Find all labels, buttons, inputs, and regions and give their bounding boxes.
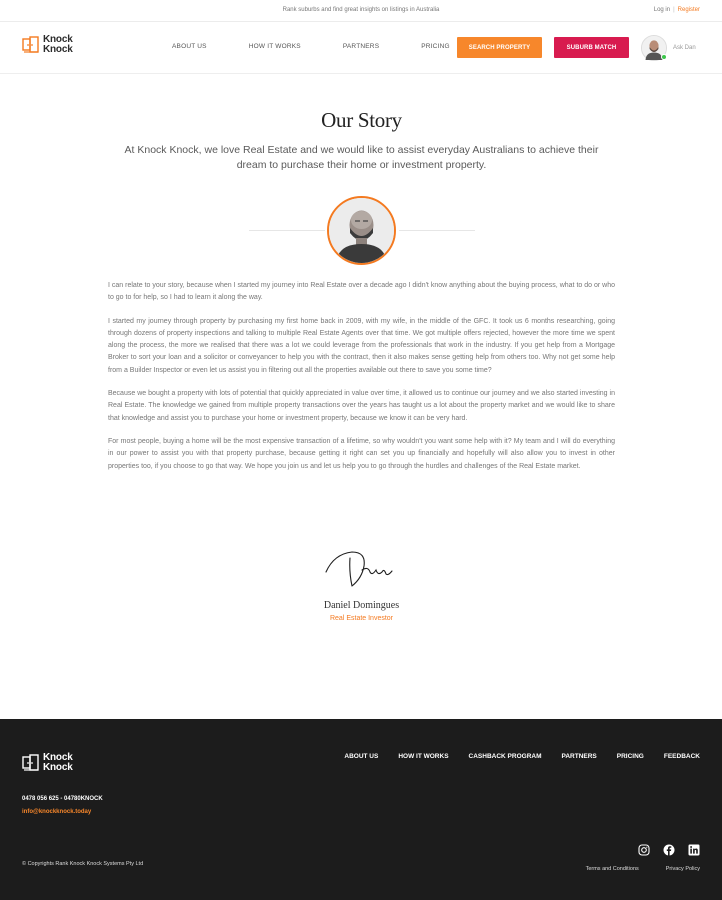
- story-paragraph: I started my journey through property by purchasing my first home back in 2009, with my wife, in the middle of the GFC. It took us 6 months researching, going through dozens of property inspections and talking to multiple Real Estate Agents over that time. We got multiple offers rejected, however the more time we spent along the process, the more we realised that there was a lot we could leverage from the professionals that work in the industry. If you get help from a Mortgage Broker to sort your loan and a solicitor or conveyancer to help you with the contract, then it also makes sense getting help from others too. Why not get some help from a Builder Inspector or even let us assist you in filtering out all the properties available out there to save you some time?: [108, 317, 615, 374]
- story-header: [108, 108, 615, 173]
- linkedin-icon[interactable]: [688, 844, 700, 856]
- signature-image: [320, 542, 400, 590]
- footer-nav-about-us[interactable]: ABOUT US: [344, 753, 379, 760]
- footer-email[interactable]: info@knockknock.today: [22, 809, 92, 815]
- founder-portrait: [327, 196, 396, 265]
- instagram-icon[interactable]: [638, 844, 650, 856]
- footer-logo-line-2: Knock: [43, 762, 73, 773]
- logo-line-2: Knock: [43, 44, 73, 55]
- signer-role: Real Estate Investor: [329, 615, 394, 622]
- footer-phone[interactable]: 0478 056 625 - 04780KNOCK: [22, 796, 103, 802]
- story-paragraph: For most people, buying a home will be the most expensive transaction of a lifetime, so why wouldn't you want some help with it? My team and I will do everything in our power to assist you with that property purchase, because getting it right can set you up financially and hopefully will also allow you to invest in other properties too, if you choose to go that way. We hope you join us and let us help you to go through the hurdles and challenges of the Real Estate market.: [108, 437, 615, 470]
- page-title: Our Story: [321, 108, 402, 132]
- footer-logo-text: [43, 753, 73, 773]
- divider-left: [249, 230, 325, 231]
- nav-about-us[interactable]: ABOUT US: [172, 43, 207, 50]
- online-status-dot: [661, 54, 667, 60]
- founder-portrait-image: [329, 198, 394, 263]
- footer-nav: [324, 753, 700, 760]
- footer-copyright: © Copyrights Rank Knock Knock Systems Pty Ltd: [22, 861, 144, 867]
- main-nav: [172, 43, 492, 50]
- footer-nav-pricing[interactable]: PRICING: [616, 753, 644, 760]
- footer-legal: [559, 866, 700, 872]
- privacy-link[interactable]: Privacy Policy: [665, 866, 700, 872]
- nav-partners[interactable]: PARTNERS: [342, 43, 380, 50]
- user-menu[interactable]: [641, 35, 696, 61]
- signer-block: [108, 600, 615, 622]
- logo[interactable]: [22, 35, 73, 55]
- logo-text: [43, 35, 73, 55]
- logo-icon: [22, 35, 40, 55]
- logo-line-1: Knock: [43, 34, 73, 45]
- footer: [0, 719, 722, 900]
- avatar[interactable]: [641, 35, 667, 61]
- social-links: [625, 844, 700, 856]
- suburb-match-button[interactable]: SUBURB MATCH: [554, 37, 629, 58]
- search-property-button[interactable]: SEARCH PROPERTY: [457, 37, 542, 58]
- auth-separator: |: [673, 7, 675, 13]
- story-paragraph: Because we bought a property with lots of potential that quickly appreciated in value over time, it allowed us to continue our journey and we also started investing in Real Estate. The knowledge we gained from multiple property transactions over the years has taught us a lot about the property market and we would like to share that knowledge and assist you to purchase your home or investment property, because we know it can be very hard.: [108, 390, 615, 422]
- tagline: Rank suburbs and find great insights on listings in Australia: [282, 7, 440, 13]
- user-name: Ask Dan: [673, 45, 696, 51]
- nav-pricing[interactable]: PRICING: [421, 43, 450, 50]
- footer-nav-partners[interactable]: PARTNERS: [561, 753, 597, 760]
- signer-name: Daniel Domingues: [323, 600, 400, 611]
- divider-right: [399, 230, 475, 231]
- main-header: [0, 22, 722, 74]
- auth-links: [654, 7, 700, 13]
- nav-how-it-works[interactable]: HOW IT WORKS: [248, 43, 301, 50]
- top-bar: [0, 0, 722, 22]
- footer-nav-how-it-works[interactable]: HOW IT WORKS: [398, 753, 449, 760]
- footer-nav-feedback[interactable]: FEEDBACK: [663, 753, 700, 760]
- terms-link[interactable]: Terms and Conditions: [585, 866, 639, 872]
- facebook-icon[interactable]: [663, 844, 675, 856]
- register-link[interactable]: Register: [677, 7, 700, 13]
- portrait-row: [249, 196, 475, 264]
- story-paragraph: I can relate to your story, because when I started my journey into Real Estate over a decade ago I didn't know anything about the buying process, what to do or who to go to for help, so I had to learn it along the way.: [108, 282, 615, 302]
- story-subtitle: At Knock Knock, we love Real Estate and we would like to assist everyday Australians to achieve their dream to purchase their home or investment property.: [124, 144, 599, 171]
- story-body: [108, 280, 615, 484]
- footer-logo[interactable]: [22, 753, 73, 773]
- login-link[interactable]: Log in: [653, 7, 671, 13]
- footer-logo-line-1: Knock: [43, 752, 73, 763]
- footer-nav-cashback-program[interactable]: CASHBACK PROGRAM: [468, 753, 542, 760]
- footer-logo-icon: [22, 753, 40, 773]
